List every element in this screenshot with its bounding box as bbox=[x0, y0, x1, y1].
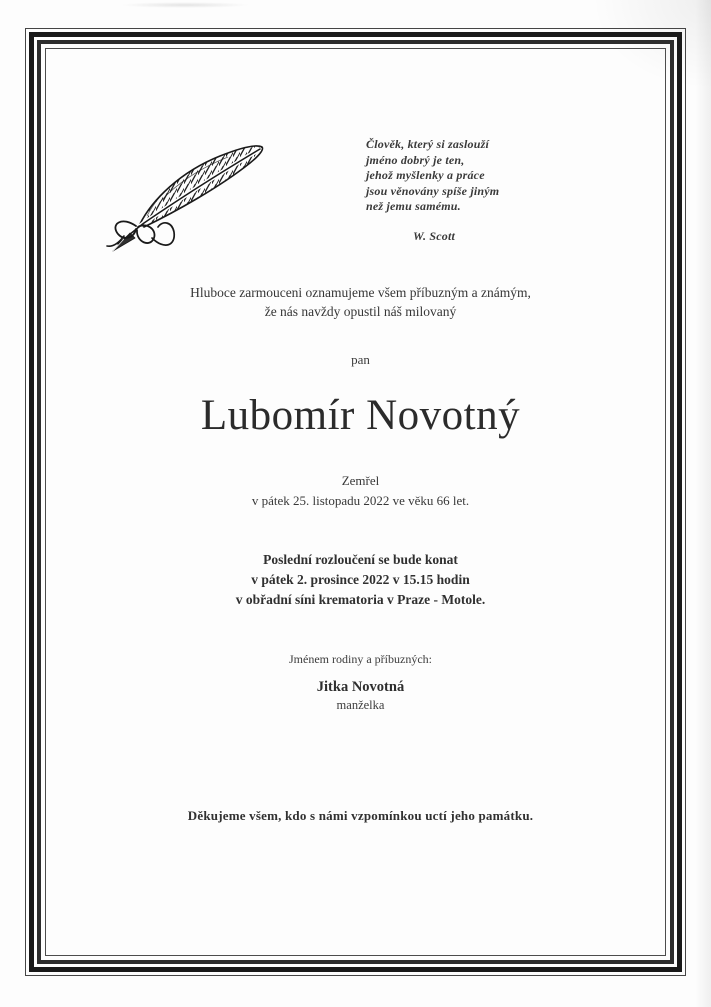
family-member-relation: manželka bbox=[336, 698, 385, 712]
ceremony-line: v pátek 2. prosince 2022 v 15.15 hodin bbox=[251, 572, 470, 587]
quote-line: než jemu samému. bbox=[366, 199, 461, 214]
memorial-quote bbox=[366, 137, 499, 245]
death-line: Zemřel bbox=[341, 473, 380, 488]
family-intro: Jménem rodiny a příbuzných: bbox=[289, 652, 432, 666]
family-member-name: Jitka Novotná bbox=[316, 679, 405, 695]
announcement-intro bbox=[30, 283, 691, 321]
intro-line: že nás navždy opustil náš milovaný bbox=[264, 304, 457, 319]
quote-line: jehož myšlenky a práce bbox=[366, 168, 485, 183]
death-info bbox=[30, 471, 691, 510]
honorific: pan bbox=[351, 352, 370, 367]
death-line: v pátek 25. listopadu 2022 ve věku 66 let. bbox=[251, 492, 470, 508]
intro-line: Hluboce zarmouceni oznamujeme všem příbuzným a známým, bbox=[190, 285, 531, 300]
quote-line: jsou věnovány spíše jiným bbox=[366, 183, 500, 198]
deceased-name: Lubomír Novotný bbox=[200, 392, 521, 439]
quote-line: jméno dobrý je ten, bbox=[366, 152, 465, 167]
ceremony-line: Poslední rozloučení se bude konat bbox=[263, 552, 458, 567]
quill-feather-icon bbox=[100, 130, 270, 252]
ceremony-info bbox=[30, 550, 691, 610]
ceremony-line: v obřadní síni krematoria v Praze - Motole. bbox=[235, 592, 486, 607]
quote-line: Člověk, který si zaslouží bbox=[366, 137, 490, 151]
quote-attribution: W. Scott bbox=[413, 228, 456, 243]
thanks-line: Děkujeme všem, kdo s námi vzpomínkou uctí jeho památku. bbox=[187, 808, 534, 823]
